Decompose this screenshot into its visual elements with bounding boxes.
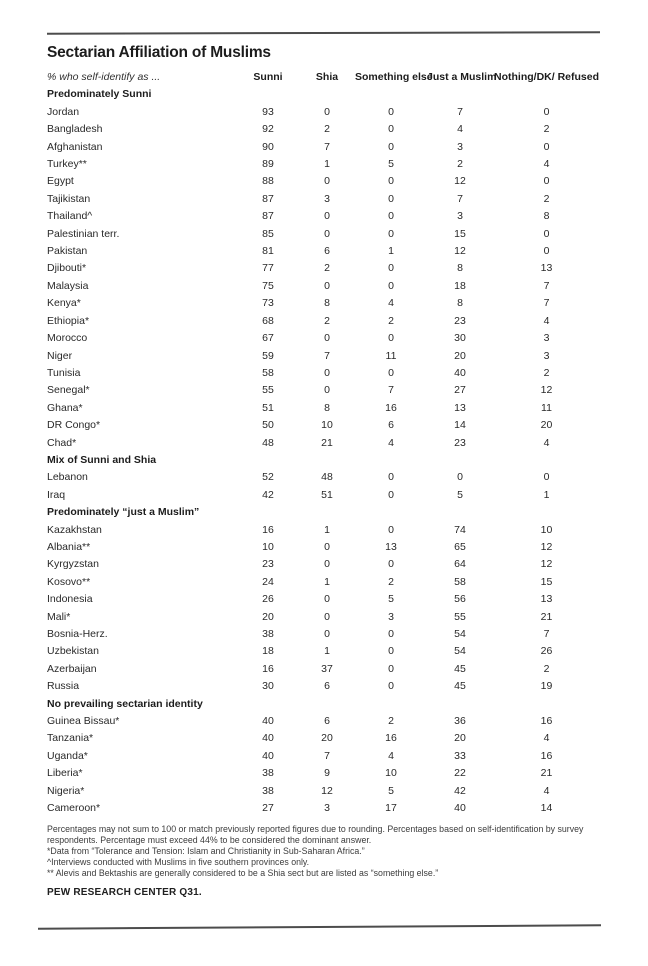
value-cell: 2 — [457, 158, 463, 171]
value-cell: 17 — [385, 802, 397, 815]
value-cell: 45 — [454, 680, 466, 693]
value-cell: 0 — [388, 558, 394, 571]
value-cell: 0 — [543, 245, 550, 258]
value-cell: 38 — [262, 784, 274, 797]
value-cell: 7 — [324, 349, 330, 362]
value-cell: 10 — [385, 767, 397, 780]
value-cell: 40 — [262, 749, 274, 762]
country-label: Pakistan — [47, 245, 88, 258]
value-cell: 75 — [262, 279, 274, 292]
country-label: Kyrgyzstan — [47, 558, 99, 571]
value-cell: 0 — [324, 610, 330, 623]
value-cell: 3 — [324, 802, 330, 815]
footnote: Percentages may not sum to 100 or match previously reported figures due to rounding. Percentages based on self-identification by survey respondents. Percentage must exceed 44% to be considered the dominant answer. — [47, 824, 584, 846]
value-cell: 13 — [540, 262, 553, 275]
value-cell: 2 — [324, 314, 330, 327]
table-row — [47, 783, 600, 800]
country-label: Kenya* — [47, 297, 81, 310]
value-cell: 4 — [543, 314, 550, 327]
value-cell: 0 — [543, 140, 550, 153]
value-cell: 4 — [543, 732, 550, 745]
value-cell: 93 — [262, 105, 274, 118]
table-row — [47, 348, 600, 365]
value-cell: 3 — [324, 192, 330, 205]
value-cell: 3 — [457, 140, 463, 153]
table-row — [47, 156, 600, 173]
value-cell: 16 — [385, 732, 397, 745]
value-cell: 13 — [454, 401, 466, 414]
country-label: Tajikistan — [47, 192, 91, 205]
value-cell: 23 — [262, 558, 274, 571]
value-cell: 45 — [454, 662, 466, 675]
country-label: Turkey** — [47, 158, 87, 171]
value-cell: 1 — [324, 575, 330, 588]
value-cell: 64 — [454, 558, 466, 571]
value-cell: 0 — [543, 105, 550, 118]
value-cell: 40 — [454, 802, 466, 815]
country-label: Morocco — [47, 332, 88, 345]
section-heading-row — [47, 696, 600, 713]
value-cell: 1 — [324, 523, 330, 536]
country-label: Afghanistan — [47, 140, 103, 153]
value-cell: 0 — [388, 523, 394, 536]
country-label: Bangladesh — [47, 123, 103, 136]
table-row — [47, 469, 600, 486]
value-cell: 89 — [262, 158, 274, 171]
value-cell: 0 — [324, 366, 330, 379]
section-heading: No prevailing sectarian identity — [47, 697, 203, 710]
value-cell: 18 — [454, 279, 466, 292]
value-cell: 13 — [540, 593, 553, 606]
value-cell: 88 — [262, 175, 274, 188]
value-cell: 1 — [324, 645, 330, 658]
value-cell: 10 — [540, 523, 553, 536]
value-cell: 56 — [454, 593, 466, 606]
value-cell: 0 — [388, 175, 394, 188]
value-cell: 15 — [540, 575, 553, 588]
value-cell: 19 — [540, 680, 553, 693]
column-header-shia: Shia — [315, 71, 339, 83]
value-cell: 0 — [324, 279, 330, 292]
value-cell: 12 — [321, 784, 333, 797]
table-row — [47, 121, 600, 138]
value-cell: 18 — [262, 645, 274, 658]
value-cell: 0 — [324, 558, 330, 571]
value-cell: 30 — [262, 680, 274, 693]
value-cell: 51 — [321, 488, 333, 501]
value-cell: 12 — [540, 558, 553, 571]
country-label: Djibouti* — [47, 262, 87, 275]
value-cell: 12 — [540, 540, 553, 553]
value-cell: 4 — [543, 158, 550, 171]
value-cell: 0 — [543, 471, 550, 484]
value-cell: 1 — [324, 158, 330, 171]
table-row — [47, 487, 600, 504]
value-cell: 51 — [262, 401, 274, 414]
value-cell: 11 — [541, 401, 552, 414]
country-label: Senegal* — [47, 384, 90, 397]
value-cell: 48 — [321, 471, 333, 484]
value-cell: 7 — [457, 192, 463, 205]
value-cell: 3 — [543, 332, 550, 345]
country-label: Tanzania* — [47, 732, 94, 745]
value-cell: 0 — [324, 628, 330, 640]
country-label: Lebanon — [47, 471, 88, 484]
value-cell: 65 — [454, 540, 466, 553]
value-cell: 23 — [454, 436, 466, 449]
country-label: DR Congo* — [47, 419, 101, 432]
column-header-nothing-dk-refused: Nothing/DK/ Refused — [494, 71, 599, 83]
value-cell: 16 — [262, 523, 274, 536]
table-row — [47, 365, 600, 382]
table-row — [47, 226, 600, 243]
value-cell: 87 — [262, 192, 274, 205]
value-cell: 30 — [454, 332, 466, 345]
value-cell: 52 — [262, 471, 274, 484]
value-cell: 0 — [388, 471, 394, 484]
value-cell: 40 — [454, 366, 466, 379]
value-cell: 2 — [324, 262, 330, 275]
value-cell: 20 — [540, 419, 553, 432]
value-cell: 5 — [388, 158, 394, 171]
value-cell: 73 — [262, 297, 274, 310]
value-cell: 5 — [457, 488, 463, 501]
value-cell: 0 — [388, 628, 394, 640]
table-row — [47, 104, 600, 121]
column-header-just-a-muslim: Just a Muslim — [427, 71, 497, 83]
value-cell: 20 — [321, 732, 333, 745]
table-row — [47, 208, 600, 225]
country-label: Kosovo** — [47, 575, 91, 588]
value-cell: 55 — [262, 384, 274, 397]
value-cell: 50 — [262, 419, 274, 432]
value-cell: 26 — [540, 645, 553, 658]
value-cell: 13 — [385, 540, 397, 553]
value-cell: 16 — [540, 715, 553, 728]
value-cell: 3 — [388, 610, 394, 623]
value-cell: 0 — [388, 332, 394, 345]
table-header-row — [47, 69, 600, 86]
value-cell: 48 — [262, 436, 274, 449]
value-cell: 2 — [543, 366, 550, 379]
value-cell: 23 — [454, 314, 466, 327]
country-label: Russia — [47, 680, 80, 693]
country-label: Azerbaijan — [47, 662, 97, 675]
country-label: Egypt — [47, 175, 74, 188]
table-row — [47, 765, 600, 782]
table-row — [47, 243, 600, 260]
table-row — [47, 591, 600, 608]
bottom-rule — [38, 924, 601, 929]
value-cell: 0 — [388, 140, 394, 153]
value-cell: 6 — [324, 680, 330, 693]
value-cell: 2 — [543, 192, 550, 205]
value-cell: 4 — [388, 297, 394, 310]
value-cell: 7 — [324, 749, 330, 762]
column-header-sunni: Sunni — [253, 71, 283, 83]
table-row — [47, 643, 600, 660]
value-cell: 16 — [262, 662, 274, 675]
table-figure — [47, 44, 600, 898]
value-cell: 0 — [388, 645, 394, 658]
value-cell: 0 — [324, 332, 330, 345]
table-row — [47, 139, 600, 156]
value-cell: 0 — [388, 680, 394, 693]
table-row — [47, 800, 600, 817]
value-cell: 0 — [388, 279, 394, 292]
value-cell: 0 — [324, 540, 330, 553]
table-row — [47, 382, 600, 399]
value-cell: 0 — [388, 262, 394, 275]
value-cell: 11 — [385, 349, 397, 362]
value-cell: 20 — [454, 732, 466, 745]
value-cell: 8 — [324, 401, 330, 414]
value-cell: 21 — [540, 610, 553, 623]
value-cell: 15 — [454, 227, 466, 240]
value-cell: 7 — [543, 297, 550, 310]
value-cell: 7 — [388, 384, 394, 397]
country-label: Palestinian terr. — [47, 227, 120, 240]
country-label: Chad* — [47, 436, 77, 449]
value-cell: 0 — [388, 488, 394, 501]
value-cell: 3 — [543, 349, 550, 362]
value-cell: 0 — [324, 384, 330, 397]
value-cell: 12 — [454, 245, 466, 258]
value-cell: 10 — [262, 540, 274, 553]
value-cell: 2 — [388, 715, 394, 728]
value-cell: 58 — [262, 366, 274, 379]
value-cell: 0 — [457, 471, 463, 484]
value-cell: 8 — [543, 210, 550, 223]
value-cell: 2 — [388, 314, 394, 327]
table-row — [47, 435, 600, 452]
value-cell: 4 — [388, 749, 394, 762]
table-row — [47, 260, 600, 277]
value-cell: 0 — [388, 662, 394, 675]
table-row — [47, 417, 600, 434]
value-cell: 14 — [540, 802, 553, 815]
table-row — [47, 278, 600, 295]
value-cell: 90 — [262, 140, 274, 153]
top-rule — [47, 31, 600, 34]
value-cell: 21 — [540, 767, 553, 780]
value-cell: 5 — [388, 784, 394, 797]
country-label: Malaysia — [47, 279, 89, 292]
value-cell: 37 — [321, 662, 333, 675]
sectarian-affiliation-table — [47, 69, 600, 817]
section-heading: Mix of Sunni and Shia — [47, 453, 157, 466]
value-cell: 4 — [543, 784, 550, 797]
value-cell: 0 — [388, 366, 394, 379]
value-cell: 24 — [262, 575, 274, 588]
value-cell: 26 — [262, 593, 274, 606]
value-cell: 3 — [457, 210, 463, 223]
value-cell: 0 — [388, 123, 394, 136]
country-label: Thailand^ — [47, 210, 93, 223]
value-cell: 2 — [543, 123, 550, 136]
footnotes-block — [47, 824, 600, 878]
value-cell: 0 — [543, 175, 550, 188]
value-cell: 7 — [543, 279, 550, 292]
value-cell: 92 — [262, 123, 274, 136]
value-cell: 0 — [388, 192, 394, 205]
table-row — [47, 626, 600, 643]
value-cell: 8 — [457, 262, 463, 275]
value-cell: 20 — [262, 610, 274, 623]
table-row — [47, 574, 600, 591]
country-label: Bosnia-Herz. — [47, 628, 108, 640]
section-heading-row — [47, 86, 600, 103]
value-cell: 20 — [454, 349, 466, 362]
value-cell: 58 — [454, 575, 466, 588]
value-cell: 6 — [324, 715, 330, 728]
value-cell: 14 — [454, 419, 466, 432]
table-subtitle: % who self-identify as ... — [47, 71, 161, 83]
table-row — [47, 539, 600, 556]
value-cell: 77 — [262, 262, 274, 275]
value-cell: 22 — [454, 767, 466, 780]
country-label: Jordan — [47, 105, 80, 118]
value-cell: 85 — [262, 227, 274, 240]
country-label: Indonesia — [47, 593, 93, 606]
country-label: Ghana* — [47, 401, 83, 414]
value-cell: 5 — [388, 593, 394, 606]
value-cell: 2 — [543, 662, 550, 675]
column-header-something-else: Something else — [355, 71, 433, 83]
value-cell: 33 — [454, 749, 466, 762]
value-cell: 2 — [324, 123, 330, 136]
table-row — [47, 522, 600, 539]
value-cell: 68 — [262, 314, 274, 327]
value-cell: 54 — [454, 628, 466, 640]
table-row — [47, 330, 600, 347]
value-cell: 0 — [543, 227, 550, 240]
table-row — [47, 713, 600, 730]
section-heading-row — [47, 504, 600, 521]
value-cell: 38 — [262, 628, 274, 640]
country-label: Ethiopia* — [47, 314, 90, 327]
page-title: Sectarian Affiliation of Muslims — [47, 44, 271, 61]
footnote: ** Alevis and Bektashis are generally considered to be a Shia sect but are listed as “something else.” — [47, 867, 439, 878]
value-cell: 27 — [262, 802, 274, 815]
value-cell: 7 — [457, 105, 463, 118]
value-cell: 0 — [388, 227, 394, 240]
value-cell: 40 — [262, 732, 274, 745]
value-cell: 59 — [262, 349, 274, 362]
value-cell: 0 — [324, 593, 330, 606]
value-cell: 12 — [454, 175, 466, 188]
value-cell: 10 — [321, 419, 333, 432]
value-cell: 27 — [454, 384, 466, 397]
value-cell: 0 — [324, 105, 330, 118]
country-label: Niger — [47, 349, 73, 362]
value-cell: 0 — [324, 227, 330, 240]
value-cell: 87 — [262, 210, 274, 223]
value-cell: 12 — [540, 384, 553, 397]
table-row — [47, 678, 600, 695]
table-row — [47, 173, 600, 190]
country-label: Mali* — [47, 610, 71, 623]
value-cell: 8 — [324, 297, 330, 310]
value-cell: 42 — [262, 488, 274, 501]
value-cell: 16 — [385, 401, 397, 414]
country-label: Liberia* — [47, 767, 83, 780]
value-cell: 6 — [324, 245, 330, 258]
table-row — [47, 748, 600, 765]
value-cell: 1 — [543, 488, 550, 501]
country-label: Uzbekistan — [47, 645, 99, 658]
value-cell: 4 — [543, 436, 550, 449]
value-cell: 16 — [540, 749, 553, 762]
table-row — [47, 661, 600, 678]
table-row — [47, 400, 600, 417]
value-cell: 38 — [262, 767, 274, 780]
value-cell: 2 — [388, 575, 394, 588]
country-label: Cameroon* — [47, 802, 101, 815]
value-cell: 55 — [454, 610, 466, 623]
value-cell: 0 — [388, 105, 394, 118]
value-cell: 7 — [543, 628, 550, 640]
value-cell: 9 — [324, 767, 330, 780]
value-cell: 40 — [262, 715, 274, 728]
value-cell: 0 — [324, 210, 330, 223]
country-label: Kazakhstan — [47, 523, 102, 536]
value-cell: 0 — [324, 175, 330, 188]
country-label: Guinea Bissau* — [47, 715, 120, 728]
value-cell: 0 — [388, 210, 394, 223]
value-cell: 81 — [262, 245, 274, 258]
value-cell: 6 — [388, 419, 394, 432]
value-cell: 42 — [454, 784, 466, 797]
country-label: Iraq — [47, 488, 66, 501]
country-label: Nigeria* — [47, 784, 85, 797]
table-row — [47, 295, 600, 312]
value-cell: 21 — [321, 436, 333, 449]
footnote: ^Interviews conducted with Muslims in five southern provinces only. — [47, 856, 310, 867]
section-heading: Predominately Sunni — [47, 88, 152, 101]
source-line: PEW RESEARCH CENTER Q31. — [47, 887, 202, 899]
footnote: *Data from “Tolerance and Tension: Islam and Christianity in Sub-Saharan Africa.” — [47, 846, 365, 857]
table-row — [47, 556, 600, 573]
value-cell: 4 — [388, 436, 394, 449]
table-row — [47, 730, 600, 747]
value-cell: 74 — [454, 523, 466, 536]
country-label: Albania** — [47, 540, 91, 553]
table-row — [47, 609, 600, 626]
section-heading: Predominately “just a Muslim” — [47, 506, 200, 519]
value-cell: 36 — [454, 715, 466, 728]
country-label: Tunisia — [47, 366, 81, 379]
value-cell: 67 — [262, 332, 274, 345]
value-cell: 8 — [457, 297, 463, 310]
value-cell: 54 — [454, 645, 466, 658]
country-label: Uganda* — [47, 749, 88, 762]
table-row — [47, 313, 600, 330]
value-cell: 1 — [388, 245, 394, 258]
value-cell: 7 — [324, 140, 330, 153]
value-cell: 4 — [457, 123, 463, 136]
section-heading-row — [47, 452, 600, 469]
table-row — [47, 191, 600, 208]
